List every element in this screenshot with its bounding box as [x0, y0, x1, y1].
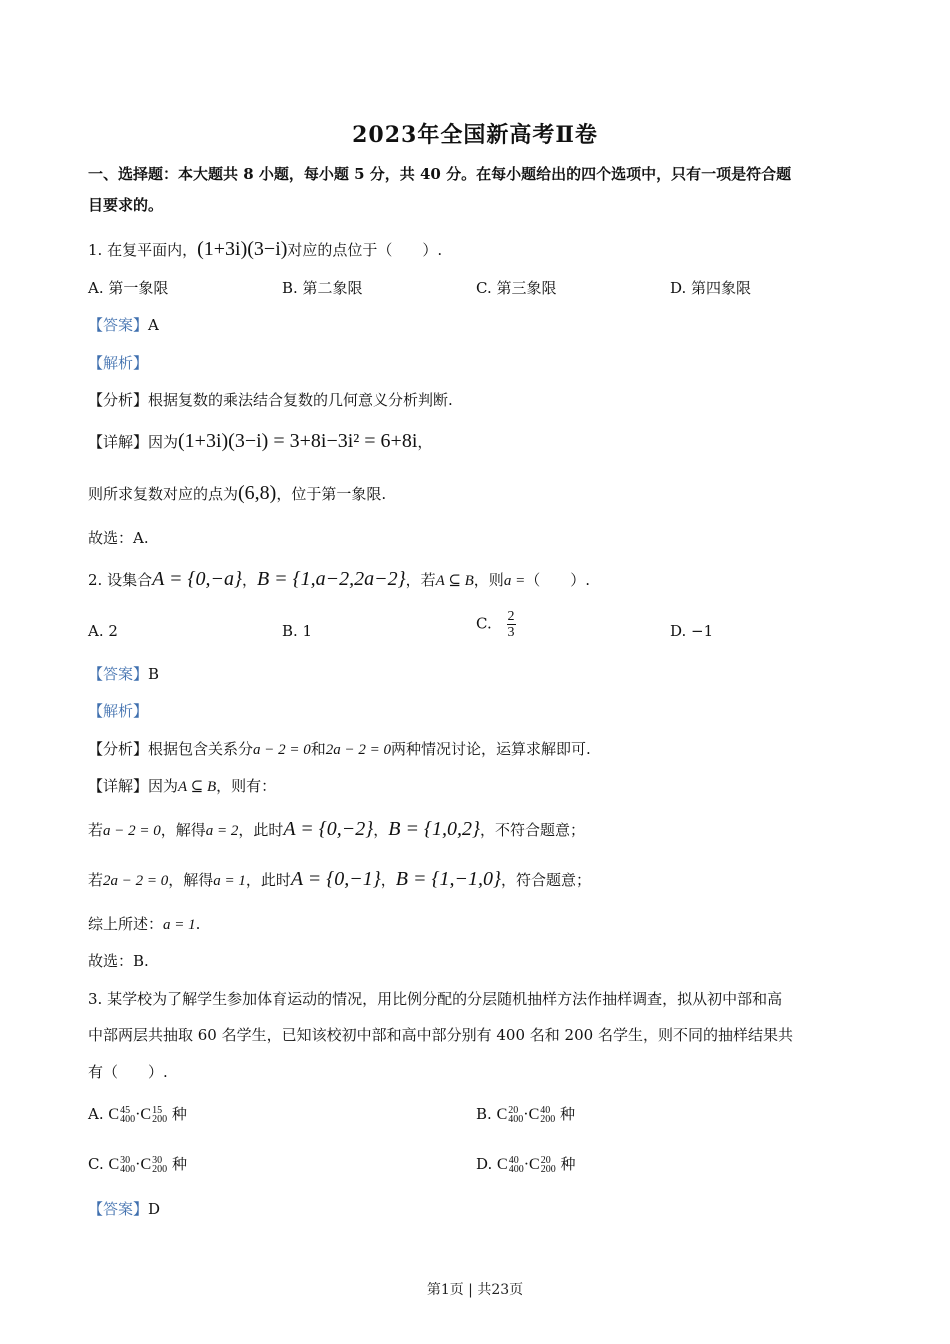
comb-indices — [541, 1156, 556, 1174]
q1-point — [88, 482, 386, 505]
q2-case1-then: ，此时 — [238, 821, 284, 839]
comb-indices — [120, 1106, 135, 1124]
answer-tag: 【答案】 — [88, 665, 149, 683]
q2-case1-equation: a − 2 = 0 — [103, 823, 161, 839]
q2-option-a: A. 2 — [88, 622, 118, 640]
q1-point-prefix: 则所求复数对应的点为 — [88, 485, 239, 503]
q2-fenxi-prefix: 【分析】根据包含关系分 — [88, 740, 254, 758]
comb-indices — [120, 1156, 135, 1174]
comb-sub: 200 — [152, 1114, 168, 1126]
q2-answer — [88, 663, 159, 685]
q2-case2-value: a = 1 — [213, 873, 246, 889]
comb-sup: 30 — [152, 1155, 163, 1167]
q3-option-b — [476, 1103, 575, 1126]
q2-xiangjie — [88, 775, 276, 798]
q2-fenxi-case1: a − 2 = 0 — [253, 742, 311, 758]
q2-fenxi-case2: 2a − 2 = 0 — [325, 742, 392, 758]
q2-summary — [88, 913, 200, 936]
q2-case1-solve: ，解得 — [160, 821, 206, 839]
q3-option-c — [88, 1153, 187, 1176]
q1-stem-prefix: 1. 在复平面内， — [88, 241, 198, 259]
q2-cond-suffix: ，则 — [473, 571, 504, 589]
comb-sup: 20 — [508, 1105, 519, 1117]
q2-variable: a = — [503, 573, 526, 589]
comb-letter: C — [140, 1106, 152, 1123]
dot-operator: · — [135, 1156, 141, 1173]
comb-sup: 45 — [120, 1105, 131, 1117]
comb-sub: 400 — [508, 1164, 524, 1176]
comb-letter: C — [108, 1156, 120, 1173]
q3-option-c-label: C. — [88, 1155, 104, 1173]
q3-option-b-unit: 种 — [560, 1105, 576, 1123]
comb-indices — [540, 1106, 555, 1124]
q1-option-b: B. 第二象限 — [282, 279, 363, 297]
q2-case1-value: a = 2 — [205, 823, 239, 839]
q2-comma: ， — [241, 571, 257, 589]
q2-summary-prefix: 综上所述： — [88, 915, 164, 933]
q3-option-c-unit: 种 — [171, 1155, 187, 1173]
q3-option-d-unit: 种 — [560, 1155, 576, 1173]
dot-operator: · — [523, 1156, 530, 1173]
q3-option-a — [88, 1103, 187, 1126]
q2-case1-comma: ， — [373, 821, 389, 839]
q3-option-c-formula — [108, 1155, 168, 1176]
q3-option-d-formula — [497, 1155, 556, 1176]
q2-xiangjie-suffix: ，则有： — [216, 777, 277, 795]
q2-case2-prefix: 若 — [88, 871, 104, 889]
q3-option-b-label: B. — [476, 1105, 492, 1123]
q3-stem-line3: 有（ ）. — [88, 1063, 168, 1081]
q3-option-d-label: D. — [476, 1155, 493, 1173]
comb-sup: 15 — [152, 1105, 163, 1117]
q1-expression: (1+3i)(3−i) — [197, 238, 288, 260]
comb-letter: C — [497, 1156, 508, 1173]
q1-stem-suffix: 对应的点位于（ ）. — [287, 241, 443, 259]
q2-summary-value: a = 1 — [163, 917, 196, 933]
comb-sub: 200 — [540, 1164, 556, 1176]
q1-stem — [88, 238, 442, 261]
comb-letter: C — [528, 1106, 540, 1123]
q2-case1-prefix: 若 — [88, 821, 104, 839]
comb-sub: 200 — [540, 1114, 556, 1126]
section-heading-line2: 目要求的。 — [88, 196, 164, 214]
q2-case2-verdict: ，符合题意； — [501, 871, 592, 889]
q2-case2 — [88, 868, 591, 892]
comb-indices — [152, 1156, 167, 1174]
q3-option-a-label: A. — [88, 1105, 104, 1123]
q2-fenxi — [88, 738, 591, 761]
q1-point-expression: (6,8) — [238, 482, 277, 504]
answer-tag: 【答案】 — [88, 316, 149, 334]
q2-case2-equation: 2a − 2 = 0 — [103, 873, 169, 889]
q1-option-d: D. 第四象限 — [670, 279, 752, 297]
comb-sub: 400 — [120, 1114, 136, 1126]
comb-letter: C — [108, 1106, 120, 1123]
q2-option-c-fraction — [507, 609, 516, 640]
section-heading-line1: 一、选择题：本大题共 8 小题，每小题 5 分，共 40 分。在每小题给出的四个选项中，只有一项是符合题 — [88, 165, 792, 183]
q1-option-a: A. 第一象限 — [88, 279, 169, 297]
q2-xiangjie-prefix: 【详解】因为 — [88, 777, 179, 795]
comb-sup: 40 — [540, 1105, 551, 1117]
q2-stem-prefix: 2. 设集合 — [88, 571, 153, 589]
q2-option-c — [476, 609, 516, 640]
q1-xiangjie-tail: ， — [417, 433, 433, 451]
q2-case1-set-b: B = {1,0,2} — [388, 818, 480, 840]
q3-answer — [88, 1198, 160, 1220]
q2-cond-expression: A ⊆ B — [435, 573, 474, 589]
comb-letter: C — [496, 1106, 508, 1123]
comb-sub: 200 — [152, 1164, 168, 1176]
q2-case1 — [88, 818, 585, 842]
q3-option-d — [476, 1153, 576, 1176]
q1-fenxi: 【分析】根据复数的乘法结合复数的几何意义分析判断. — [88, 391, 453, 409]
q2-case2-set-a: A = {0,−1} — [290, 868, 381, 890]
q2-summary-period: . — [195, 915, 201, 933]
q1-xiangjie-expression: (1+3i)(3−i) = 3+8i−3i² = 6+8i — [178, 430, 418, 452]
comb-sub: 400 — [120, 1164, 136, 1176]
comb-sub: 400 — [508, 1114, 524, 1126]
q2-case2-set-b: B = {1,−1,0} — [395, 868, 501, 890]
comb-letter: C — [529, 1156, 540, 1173]
q2-case2-then: ，此时 — [245, 871, 291, 889]
q3-option-a-formula — [108, 1105, 168, 1126]
page-footer: 第1页 | 共23页 — [426, 1282, 524, 1298]
q1-point-suffix: ，位于第一象限. — [276, 485, 387, 503]
comb-sup: 30 — [120, 1155, 131, 1167]
q3-option-a-unit: 种 — [171, 1105, 187, 1123]
q2-option-d: D. −1 — [670, 622, 714, 640]
comb-indices — [152, 1106, 167, 1124]
q1-answer — [88, 314, 159, 336]
q2-answer-value: B — [148, 665, 160, 683]
comb-sup: 40 — [508, 1155, 519, 1167]
comb-indices — [508, 1106, 523, 1124]
dot-operator: · — [523, 1106, 529, 1123]
comb-letter: C — [140, 1156, 152, 1173]
q3-option-b-formula — [496, 1105, 556, 1126]
q2-option-b: B. 1 — [282, 622, 313, 640]
q1-answer-value: A — [148, 316, 159, 334]
q2-stem-suffix: （ ）. — [525, 571, 590, 589]
q1-option-c: C. 第三象限 — [476, 279, 557, 297]
q2-set-b: B = {1,a−2,2a−2} — [256, 568, 406, 590]
q2-option-c-label: C. — [476, 614, 492, 633]
q2-case2-solve: ，解得 — [168, 871, 214, 889]
q2-fenxi-suffix: 两种情况讨论，运算求解即可. — [391, 740, 591, 758]
q2-stem — [88, 568, 590, 592]
q3-answer-value: D — [148, 1200, 161, 1218]
q3-stem-line1: 3. 某学校为了解学生参加体育运动的情况，用比例分配的分层随机抽样方法作抽样调查，拟从初中部和高 — [88, 990, 783, 1008]
q2-case1-verdict: ，不符合题意； — [480, 821, 586, 839]
q1-analysis-tag: 【解析】 — [88, 354, 149, 372]
comb-sup: 20 — [540, 1155, 551, 1167]
q3-stem-line2: 中部两层共抽取 60 名学生，已知该校初中部和高中部分别有 400 名和 200 名学生，则不同的抽样结果共 — [88, 1026, 793, 1044]
q2-case2-comma: ， — [380, 871, 396, 889]
dot-operator: · — [135, 1106, 141, 1123]
q2-fenxi-and: 和 — [310, 740, 326, 758]
q2-case1-set-a: A = {0,−2} — [283, 818, 374, 840]
page-title: 2023年全国新高考Ⅱ卷 — [352, 122, 598, 148]
q2-analysis-tag: 【解析】 — [88, 702, 149, 720]
q1-choose: 故选：A. — [88, 529, 149, 547]
fraction-numerator: 2 — [507, 609, 515, 624]
fraction-denominator: 3 — [507, 625, 515, 640]
q2-cond-prefix: ，若 — [405, 571, 436, 589]
q1-xiangjie-lead: 【详解】因为 — [88, 433, 179, 451]
q2-choose: 故选：B. — [88, 952, 149, 970]
answer-tag: 【答案】 — [88, 1200, 149, 1218]
q2-set-a: A = {0,−a} — [152, 568, 242, 590]
comb-indices — [509, 1156, 524, 1174]
q1-xiangjie — [88, 430, 432, 453]
q2-xiangjie-expression: A ⊆ B — [178, 779, 217, 795]
